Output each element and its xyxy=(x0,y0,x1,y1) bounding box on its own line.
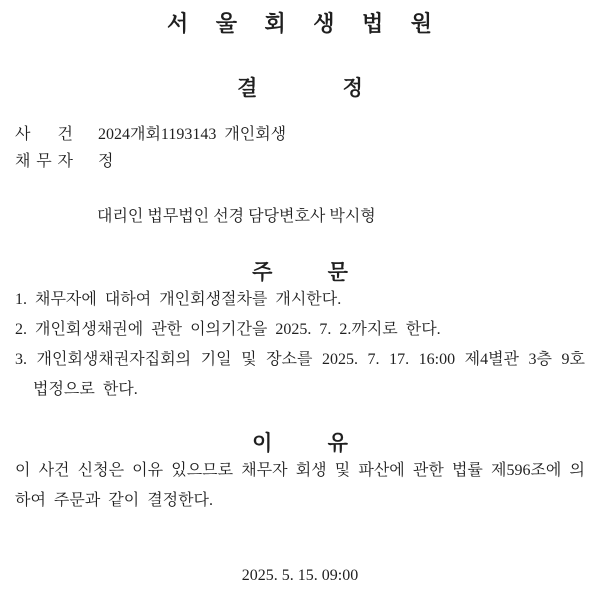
order-section-heading: 주 문 xyxy=(252,260,348,284)
reason-section-heading: 이 유 xyxy=(252,431,348,455)
order-item-3: 3. 개인회생채권자집회의 기일 및 장소를 2025. 7. 17. 16:00 제4별관 3층 9호 법정으로 한다. xyxy=(15,351,585,398)
order-item-2: 2. 개인회생채권에 관한 이의기간을 2025. 7. 2.까지로 한다. xyxy=(15,321,441,338)
debtor-row xyxy=(15,148,585,175)
attorney-line: 대리인 법무법인 선경 담당변호사 박시형 xyxy=(97,208,376,225)
case-number-value: 2024개회1193143 개인회생 xyxy=(98,126,287,143)
decision-datetime: 2025. 5. 15. 09:00 xyxy=(241,567,359,584)
case-meta-block xyxy=(15,121,585,175)
order-items-list xyxy=(15,285,585,405)
debtor-label: 채 무 자 xyxy=(15,153,73,170)
court-name-title: 서 울 회 생 법 원 xyxy=(166,11,433,36)
case-number-label: 사 건 xyxy=(15,126,73,143)
case-number-row xyxy=(15,121,585,148)
order-item-1: 1. 채무자에 대하여 개인회생절차를 개시한다. xyxy=(15,291,342,308)
reason-paragraph: 이 사건 신청은 이유 있으므로 채무자 회생 및 파산에 관한 법률 제596조에 의하여 주문과 같이 결정한다. xyxy=(15,462,585,509)
document-type-heading: 결 정 xyxy=(237,76,363,100)
debtor-value: 정 xyxy=(98,153,114,170)
